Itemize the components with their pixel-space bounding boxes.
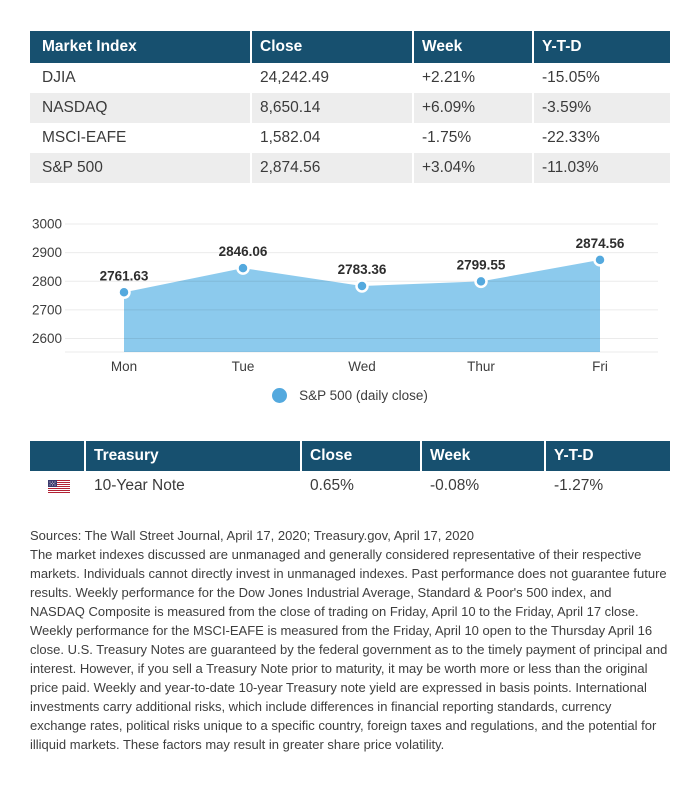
cell-close: 2,874.56 [251, 153, 413, 183]
disclaimer-text: The market indexes discussed are unmanaged and generally considered representative of their respective markets. Individuals cannot directly invest in unmanaged indexes. Past performance does not guarantee future results. Weekly performance for the Dow Jones Industrial Average, Standard & Poor's 500 index, and NASDAQ Composite is measured from the close of trading on Friday, April 10 to the Friday, April 17 close. Weekly performance for the MSCI-EAFE is measured from the Friday, April 10 open to the Thursday April 16 close. U.S. Treasury Notes are guaranteed by the federal government as to the timely payment of principal and interest. However, if you sell a Treasury Note prior to maturity, it may be worth more or less than the original price paid. Weekly and year-to-date 10-year Treasury note yield are expressed in basis points. International investments carry additional risks, which include differences in financial reporting standards, currency exchange rates, political risks unique to a specific country, foreign taxes and regulations, and the potential for illiquid markets. These factors may result in greater share price volatility. [30, 547, 668, 752]
x-axis-tick-label: Mon [110, 359, 138, 374]
cell-ytd: -1.27% [554, 477, 604, 494]
footer [30, 526, 670, 754]
table-row [30, 123, 670, 153]
y-axis-tick-label: 2700 [31, 302, 62, 318]
cell-name: NASDAQ [30, 93, 251, 123]
cell-ytd: -22.33% [542, 129, 600, 146]
cell-week: -0.08% [421, 471, 545, 501]
us-flag-icon [48, 480, 70, 493]
x-axis-tick-label: Fri [592, 359, 608, 374]
treasury-table-body [30, 471, 670, 501]
table-row [30, 63, 670, 93]
y-axis-tick-label: 2900 [31, 245, 62, 261]
treasury-table-header [30, 441, 670, 471]
treasury-table [30, 441, 670, 501]
table-row [30, 93, 670, 123]
x-axis-tick-label: Thur [467, 359, 495, 374]
cell-close: 24,242.49 [251, 63, 413, 93]
data-point-label: 2874.56 [575, 235, 625, 251]
x-axis-tick-label: Tue [231, 359, 255, 374]
cell-week: +2.21% [413, 63, 533, 93]
cell-close: 0.65% [301, 471, 421, 501]
cell-close: 8,650.14 [251, 93, 413, 123]
data-point-marker [476, 276, 487, 287]
data-point-label: 2783.36 [337, 262, 387, 277]
market-table-body [30, 63, 670, 183]
column-header-treasury: Treasury [85, 441, 301, 471]
flag-cell [30, 471, 85, 501]
cell-week: -1.75% [413, 123, 533, 153]
y-axis-tick-label: 2600 [31, 331, 62, 346]
column-header-close: Close [301, 441, 421, 471]
cell-ytd: -15.05% [542, 69, 600, 86]
cell-name: MSCI-EAFE [30, 123, 251, 153]
legend-label: S&P 500 (daily close) [299, 387, 428, 403]
sources-line: Sources: The Wall Street Journal, April 17, 2020; Treasury.gov, April 17, 2020 [30, 528, 474, 543]
legend-marker-icon [272, 388, 287, 403]
chart-legend [30, 386, 670, 404]
data-point-marker [119, 287, 130, 298]
x-axis-tick-label: Wed [348, 359, 376, 374]
column-header-blank [30, 441, 85, 471]
data-point-marker [238, 263, 249, 274]
cell-name: 10-Year Note [85, 471, 301, 501]
market-table-header [30, 31, 670, 63]
y-axis-tick-label: 3000 [31, 216, 62, 232]
data-point-label: 2846.06 [218, 244, 268, 260]
table-row [30, 471, 670, 501]
column-header-y-t-d: Y-T-D [545, 441, 670, 471]
column-header-close: Close [251, 31, 413, 63]
cell-name: S&P 500 [30, 153, 251, 183]
column-header-y-t-d: Y-T-D [533, 31, 670, 63]
market-index-table [30, 31, 670, 183]
data-point-label: 2799.55 [456, 257, 506, 273]
table-row [30, 153, 670, 183]
cell-week: +6.09% [413, 93, 533, 123]
cell-close: 1,582.04 [251, 123, 413, 153]
sp500-area-chart [0, 205, 700, 380]
y-axis-tick-label: 2800 [31, 273, 62, 289]
cell-ytd: -11.03% [542, 159, 599, 176]
cell-name: DJIA [30, 63, 251, 93]
cell-ytd: -3.59% [542, 99, 592, 116]
header-row [30, 441, 670, 471]
data-point-label: 2761.63 [99, 268, 149, 284]
header-row [30, 31, 670, 63]
data-point-marker [357, 281, 368, 292]
cell-week: +3.04% [413, 153, 533, 183]
column-header-week: Week [413, 31, 533, 63]
column-header-week: Week [421, 441, 545, 471]
column-header-market-index: Market Index [30, 31, 251, 63]
data-point-marker [595, 254, 606, 265]
